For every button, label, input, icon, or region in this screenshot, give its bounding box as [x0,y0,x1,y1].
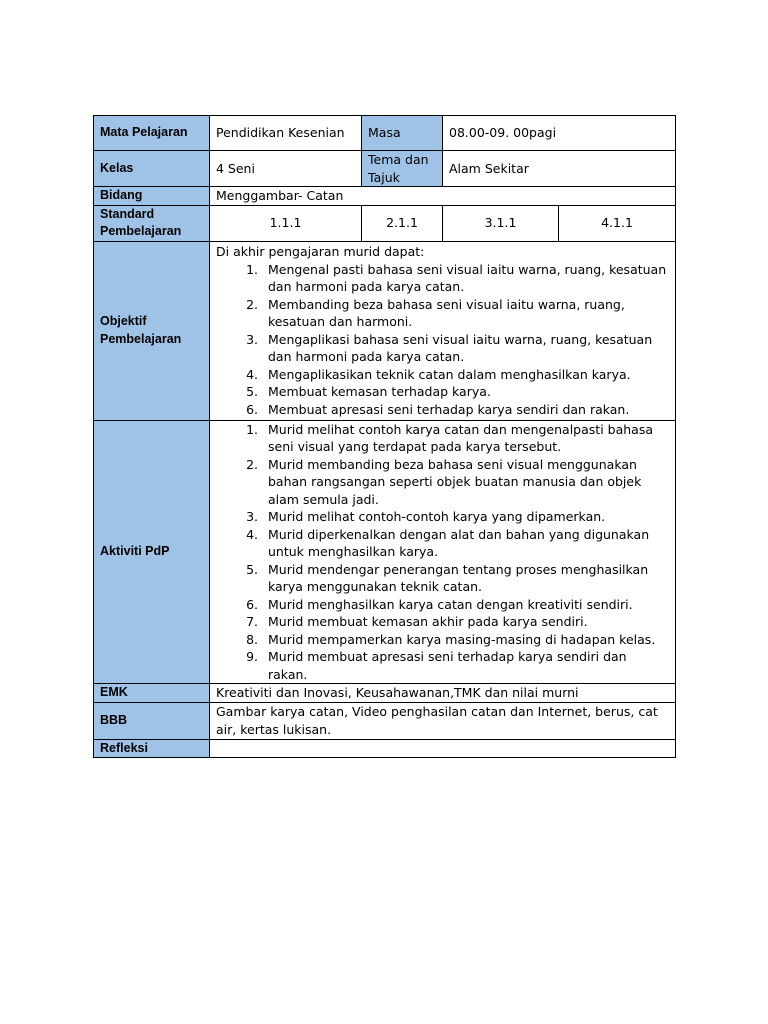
row-aktiviti [94,420,676,684]
list-item: 4. Mengaplikasikan teknik catan dalam menghasilkan karya. [262,366,669,384]
label-refleksi: Refleksi [94,739,210,758]
value-aktiviti [210,420,676,684]
label-emk: EMK [94,684,210,703]
label-objektif: Objektif Pembelajaran [94,241,210,420]
row-kelas [94,151,676,187]
row-objektif [94,241,676,420]
list-item: 2. Membanding beza bahasa seni visual iaitu warna, ruang, kesatuan dan harmoni. [262,296,669,331]
list-item: 6. Murid menghasilkan karya catan dengan kreativiti sendiri. [262,596,669,614]
value-tema: Alam Sekitar [443,151,676,187]
objektif-list [216,261,669,419]
value-masa: 08.00-09. 00pagi [443,116,676,151]
label-aktiviti: Aktiviti PdP [94,420,210,684]
value-refleksi [210,739,676,758]
list-item: 2. Murid membanding beza bahasa seni visual menggunakan bahan rangsangan seperti objek buatan manusia dan objek alam semula jadi. [262,456,669,509]
standard-code-1: 1.1.1 [210,205,362,241]
value-objektif [210,241,676,420]
list-item: 1. Murid melihat contoh karya catan dan mengenalpasti bahasa seni visual yang terdapat pada karya tersebut. [262,421,669,456]
row-emk [94,684,676,703]
list-item: 7. Murid membuat kemasan akhir pada karya sendiri. [262,613,669,631]
list-item: 1. Mengenal pasti bahasa seni visual iaitu warna, ruang, kesatuan dan harmoni pada karya catan. [262,261,669,296]
list-item: 9. Murid membuat apresasi seni terhadap karya sendiri dan rakan. [262,648,669,683]
standard-code-2: 2.1.1 [362,205,443,241]
value-emk: Kreativiti dan Inovasi, Keusahawanan,TMK dan nilai murni [210,684,676,703]
row-standard [94,205,676,241]
objektif-intro: Di akhir pengajaran murid dapat: [216,244,425,259]
row-mata-pelajaran [94,116,676,151]
list-item: 5. Membuat kemasan terhadap karya. [262,383,669,401]
list-item: 3. Murid melihat contoh-contoh karya yang dipamerkan. [262,508,669,526]
list-item: 8. Murid mempamerkan karya masing-masing di hadapan kelas. [262,631,669,649]
label-masa: Masa [362,116,443,151]
row-refleksi [94,739,676,758]
standard-code-3: 3.1.1 [443,205,559,241]
list-item: 3. Mengaplikasi bahasa seni visual iaitu warna, ruang, kesatuan dan harmoni pada karya catan. [262,331,669,366]
row-bidang [94,187,676,206]
value-bidang: Menggambar- Catan [210,187,676,206]
value-bbb: Gambar karya catan, Video penghasilan catan dan Internet, berus, cat air, kertas lukisan. [210,702,676,739]
lesson-plan-table [93,115,676,758]
value-mata-pelajaran: Pendidikan Kesenian [210,116,362,151]
label-kelas: Kelas [94,151,210,187]
label-tema: Tema dan Tajuk [362,151,443,187]
value-kelas: 4 Seni [210,151,362,187]
label-bidang: Bidang [94,187,210,206]
row-bbb [94,702,676,739]
list-item: 6. Membuat apresasi seni terhadap karya sendiri dan rakan. [262,401,669,419]
list-item: 5. Murid mendengar penerangan tentang proses menghasilkan karya menggunakan teknik catan. [262,561,669,596]
aktiviti-list [216,421,669,684]
list-item: 4. Murid diperkenalkan dengan alat dan bahan yang digunakan untuk menghasilkan karya. [262,526,669,561]
label-bbb: BBB [94,702,210,739]
standard-code-4: 4.1.1 [559,205,676,241]
label-standard: Standard Pembelajaran [94,205,210,241]
label-mata-pelajaran: Mata Pelajaran [94,116,210,151]
